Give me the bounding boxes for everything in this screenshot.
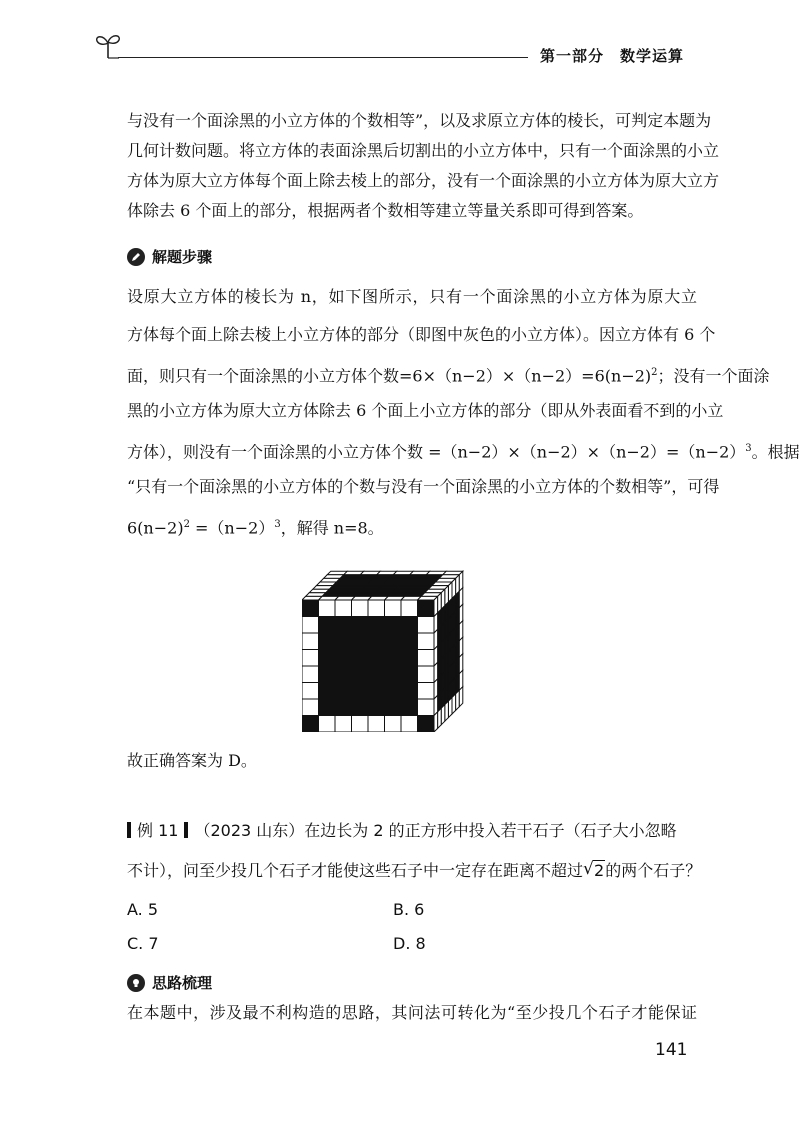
- cube-cell: [452, 694, 456, 714]
- steps-heading: [127, 246, 212, 267]
- idea-heading: [127, 972, 212, 993]
- idea-heading-label: 思路梳理: [152, 974, 213, 992]
- sprout-icon: [93, 30, 123, 60]
- text-line: 体除去 6 个面上的部分，根据两者个数相等建立等量关系即可得到答案。: [127, 201, 644, 220]
- option-c: C. 7: [127, 934, 159, 953]
- cube-cell: [319, 600, 336, 617]
- option-a: A. 5: [127, 900, 159, 919]
- cube-cell: [335, 683, 352, 700]
- cube-cell: [302, 650, 319, 667]
- text-line: [127, 430, 800, 468]
- cube-cell: [418, 617, 435, 634]
- cube-cell: [385, 600, 402, 617]
- cube-cell: [352, 600, 369, 617]
- cube-cell: [352, 650, 369, 667]
- text-line: 方体为原大立方体每个面上除去棱上的部分，没有一个面涂黑的小立方体为原大立方: [127, 171, 720, 190]
- answer-text: 故正确答案为 D。: [127, 751, 257, 770]
- cube-cell: [385, 617, 402, 634]
- exponent: 2: [651, 367, 658, 378]
- cube-cell: [401, 617, 418, 634]
- formula-part: 方体），则没有一个面涂黑的小立方体个数 =（n−2）×（n−2）×（n−2）=（n−2）: [127, 442, 746, 462]
- cube-cell: [319, 617, 336, 634]
- cube-cell: [335, 699, 352, 716]
- cube-cell: [401, 650, 418, 667]
- text-line: “只有一个面涂黑的小立方体的个数与没有一个面涂黑的小立方体的个数相等”，可得: [127, 477, 720, 496]
- example-label: 例 11: [137, 821, 179, 840]
- cube-cell: [335, 617, 352, 634]
- cube-cell: [319, 716, 336, 733]
- cube-cell: [418, 683, 435, 700]
- cube-cell: [352, 633, 369, 650]
- cube-cell: [368, 633, 385, 650]
- cube-cell: [302, 617, 319, 634]
- text-line: [127, 506, 697, 544]
- cube-figure: [302, 566, 502, 732]
- lightbulb-icon: [127, 974, 145, 992]
- cube-cell: [352, 617, 369, 634]
- cube-cell: [335, 600, 352, 617]
- cube-cell: [456, 690, 460, 710]
- cube-cell: [319, 683, 336, 700]
- exponent: 3: [745, 443, 752, 454]
- exponent: 3: [274, 519, 281, 530]
- text-line: 在本题中，涉及最不利构造的思路，其问法可转化为“至少投几个石子才能保证: [127, 1003, 697, 1022]
- page-number: 141: [655, 1040, 688, 1060]
- section-title: 第一部分 数学运算: [540, 47, 685, 65]
- cube-cell: [335, 633, 352, 650]
- radicand: 2: [594, 861, 605, 880]
- cube-cell: [445, 701, 449, 721]
- cube-cell: [335, 650, 352, 667]
- cube-cell: [319, 666, 336, 683]
- cube-cell: [368, 683, 385, 700]
- cube-cell: [352, 699, 369, 716]
- cube-cell: [385, 666, 402, 683]
- cube-cell: [368, 600, 385, 617]
- formula-part: 。根据: [751, 442, 800, 462]
- cube-cell: [385, 683, 402, 700]
- text-line: 设原大立方体的棱长为 n，如下图所示，只有一个面涂黑的小立方体为原大立: [127, 287, 697, 306]
- cube-cell: [302, 633, 319, 650]
- formula-part: ，解得 n=8。: [280, 518, 384, 538]
- cube-cell: [434, 712, 438, 732]
- text-line: 黑的小立方体为原大立方体除去 6 个面上小立方体的部分（即从外表面看不到的小立: [127, 401, 724, 420]
- cube-cell: [302, 600, 319, 617]
- formula-part: 6(n−2): [127, 518, 184, 538]
- text-line: [127, 354, 770, 392]
- cube-cell: [302, 699, 319, 716]
- cube-cell: [352, 716, 369, 733]
- cube-cell: [335, 666, 352, 683]
- cube-cell: [441, 705, 445, 725]
- cube-cell: [418, 633, 435, 650]
- cube-cell: [385, 716, 402, 733]
- cube-cell: [401, 699, 418, 716]
- cube-cell: [438, 708, 442, 728]
- cube-cell: [401, 666, 418, 683]
- label-bar: [184, 822, 188, 838]
- cube-cell: [418, 699, 435, 716]
- question-text: 不计），问至少投几个石子才能使这些石子中一定存在距离不超过: [127, 861, 584, 880]
- cube-cell: [368, 716, 385, 733]
- cube-cell: [385, 650, 402, 667]
- cube-cell: [368, 617, 385, 634]
- text-line: 几何计数问题。将立方体的表面涂黑后切割出的小立方体中，只有一个面涂黑的小立: [127, 141, 720, 160]
- cube-cell: [368, 650, 385, 667]
- cube-cell: [401, 683, 418, 700]
- cube-cell: [352, 683, 369, 700]
- cube-cell: [401, 716, 418, 733]
- cube-cell: [401, 600, 418, 617]
- cube-cell: [459, 687, 463, 707]
- cube-cell: [319, 699, 336, 716]
- cube-cell: [401, 633, 418, 650]
- example-source: （2023 山东）在边长为 2 的正方形中投入若干石子（石子大小忽略: [194, 821, 677, 840]
- text-line: 方体每个面上除去棱上小立方体的部分（即图中灰色的小立方体）。因立方体有 6 个: [127, 325, 716, 344]
- cube-cell: [302, 666, 319, 683]
- cube-cell: [302, 683, 319, 700]
- formula-part: =（n−2）: [189, 518, 275, 538]
- example-question: [127, 816, 702, 886]
- cube-cell: [319, 633, 336, 650]
- formula-part: 面，则只有一个面涂黑的小立方体个数=6×（n−2）×（n−2）=6(n−2): [127, 366, 652, 386]
- text-line: 与没有一个面涂黑的小立方体的个数相等”，以及求原立方体的棱长，可判定本题为: [127, 111, 712, 130]
- cube-cell: [319, 650, 336, 667]
- cube-cell: [418, 716, 435, 733]
- idea-paragraph: [127, 998, 697, 1028]
- cube-cell: [368, 699, 385, 716]
- cube-cell: [368, 666, 385, 683]
- cube-cell: [418, 600, 435, 617]
- label-bar: [127, 822, 131, 838]
- question-text: 的两个石子？: [605, 861, 702, 880]
- formula-part: ；没有一个面涂: [657, 366, 770, 386]
- intro-paragraph: [127, 106, 720, 226]
- option-b: B. 6: [393, 900, 425, 919]
- cube-cell: [418, 666, 435, 683]
- header-rule: [118, 57, 528, 58]
- pencil-icon: [127, 248, 145, 266]
- cube-cell: [302, 716, 319, 733]
- sqrt-expression: √ 2: [583, 859, 605, 880]
- cube-cell: [352, 666, 369, 683]
- cube-cell: [385, 699, 402, 716]
- exponent: 2: [183, 519, 190, 530]
- cube-cell: [418, 650, 435, 667]
- option-d: D. 8: [393, 934, 426, 953]
- steps-heading-label: 解题步骤: [152, 248, 213, 266]
- cube-cell: [448, 698, 452, 718]
- solution-paragraph: [127, 278, 800, 544]
- cube-cell: [385, 633, 402, 650]
- cube-cell: [335, 716, 352, 733]
